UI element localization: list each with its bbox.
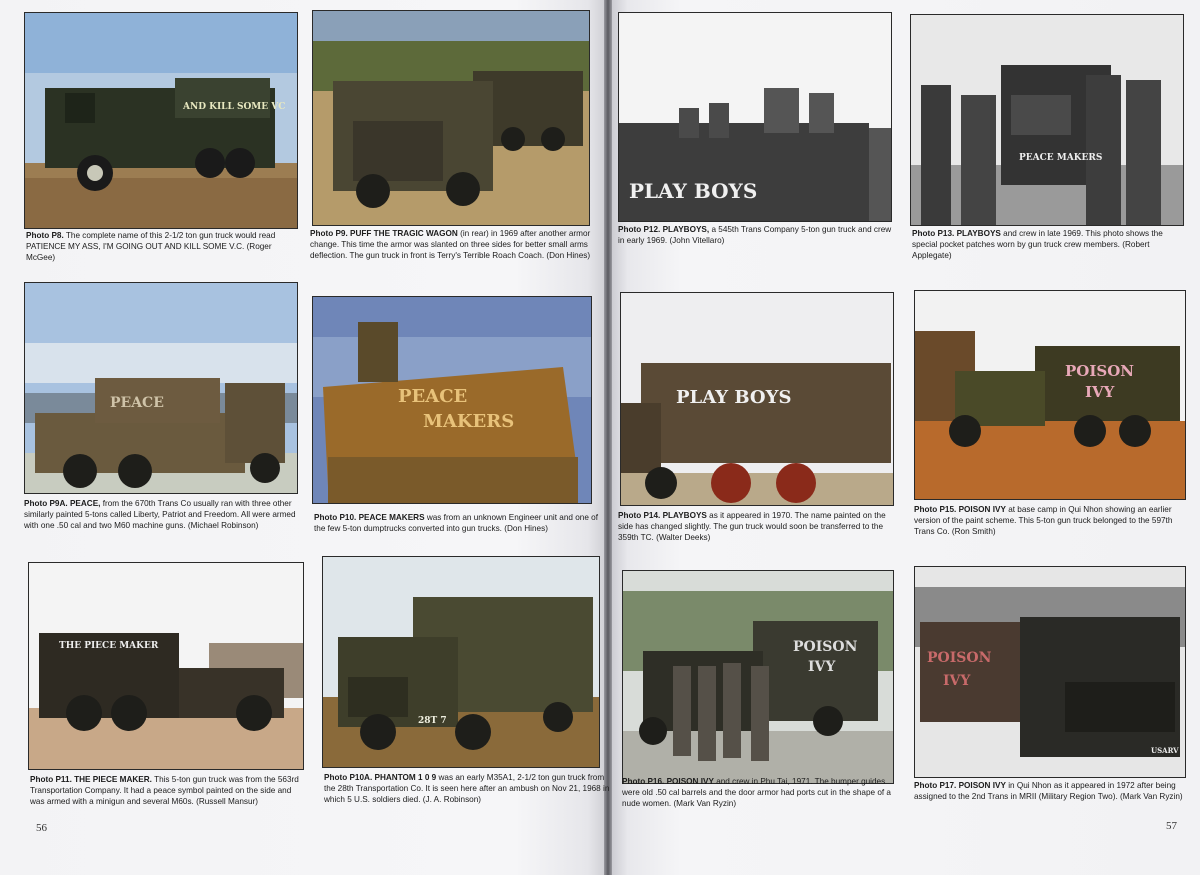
page-number-right: 57: [1166, 820, 1177, 832]
caption-p13-text: and crew in late 1969. This photo shows the special pocket patches worn by gun truck crew members.: [912, 229, 1163, 249]
p10-sign-line1: PEACE: [398, 386, 468, 407]
photo-p10: [312, 296, 592, 504]
caption-p17-credit: (Mark Van Ryzin): [1120, 792, 1183, 801]
p10a-plate-text: 28T 7: [418, 716, 447, 726]
caption-p10: [314, 512, 600, 534]
caption-p11: [30, 774, 306, 807]
photo-p13: [910, 14, 1184, 226]
p13-sign-text: PEACE MAKERS: [1019, 153, 1103, 163]
p16-sign-line2: IVY: [808, 659, 836, 675]
caption-p10a-credit: (J. A. Robinson): [422, 795, 482, 804]
caption-p9-lead: Photo P9. PUFF THE TRAGIC WAGON: [310, 229, 458, 238]
caption-p14-text: as it appeared in 1970. The name painted on the side has changed slightly. The gun truck would soon be transferred to the 359th TC.: [618, 511, 886, 542]
caption-p16-credit: (Mark Van Ryzin): [673, 799, 737, 808]
caption-p9a-lead: Photo P9A. PEACE,: [24, 499, 101, 508]
caption-p12-text: a 545th Trans Company 5-ton gun truck and crew in early 1969.: [618, 225, 892, 245]
p14-sign-text: PLAY BOYS: [676, 387, 792, 408]
caption-p8-credit: (Roger McGee): [26, 242, 272, 262]
caption-p14-lead: Photo P14. PLAYBOYS: [618, 511, 707, 520]
caption-p17: [914, 780, 1190, 802]
photo-p11: [28, 562, 304, 770]
caption-p16-text: and crew in Phu Tai, 1971. The bumper guides were old .50 cal barrels and the door armor had ports cut in the shape of a nude women.: [622, 777, 891, 808]
caption-p8-text: The complete name of this 2-1/2 ton gun truck would read PATIENCE MY ASS, I'M GOING OUT AND KILL SOME V.C.: [26, 231, 276, 251]
caption-p11-text: This 5-ton gun truck was from the 563rd Transportation Company. It had a peace symbol painted on the side and was armed with a minigun and several M60s.: [30, 775, 299, 806]
p17-bumper-text: USARV: [1151, 746, 1179, 755]
caption-p13-credit: (Robert Applegate): [912, 240, 1150, 260]
photo-p15: [914, 290, 1186, 500]
caption-p14-credit: (Walter Deeks): [656, 533, 711, 542]
caption-p9: [310, 228, 596, 261]
caption-p10-text: was from an unknown Engineer unit and one of the few 5-ton dumptrucks converted into gun trucks.: [314, 513, 598, 533]
p15-sign-line2: IVY: [1085, 383, 1115, 401]
caption-p15-lead: Photo P15. POISON IVY: [914, 505, 1006, 514]
book-gutter: [604, 0, 612, 875]
caption-p8-lead: Photo P8.: [26, 231, 64, 240]
caption-p15: [914, 504, 1190, 537]
photo-p9: [312, 10, 590, 226]
caption-p11-lead: Photo P11. THE PIECE MAKER.: [30, 775, 152, 784]
p17-sign-line2: IVY: [943, 673, 971, 689]
caption-p10a-lead: Photo P10A. PHANTOM 1 0 9: [324, 773, 437, 782]
caption-p13: [912, 228, 1188, 261]
p9a-sign-text: PEACE: [110, 395, 164, 411]
photo-p17: [914, 566, 1186, 778]
caption-p13-lead: Photo P13. PLAYBOYS: [912, 229, 1001, 238]
p10-sign-line2: MAKERS: [423, 411, 515, 432]
caption-p12: [618, 224, 896, 246]
photo-p10a: [322, 556, 600, 768]
caption-p11-credit: (Russell Mansur): [196, 797, 258, 806]
caption-p9-credit: (Don Hines): [546, 251, 591, 260]
caption-p10-lead: Photo P10. PEACE MAKERS: [314, 513, 425, 522]
p8-sign-text: AND KILL SOME VC: [183, 102, 286, 112]
caption-p9-text: (in rear) in 1969 after another armor change. This time the armor was slanted on three sides for better small arms deflection. The gun truck in front is Terry's Terrible Roach Coach.: [310, 229, 591, 260]
p17-sign-line1: POISON: [927, 650, 992, 666]
caption-p9a-text: from the 670th Trans Co usually ran with three other similarly painted 5-tons called Liberty, Patriot and Freedom. All were armed with one .50 cal and two M60 machine guns.: [24, 499, 296, 530]
caption-p14: [618, 510, 898, 543]
caption-p15-text: at base camp in Qui Nhon showing an earlier version of the paint scheme. This 5-ton gun truck belonged to the 597th Trans Co.: [914, 505, 1173, 536]
p12-sign-text: PLAY BOYS: [629, 179, 758, 203]
caption-p16-lead: Photo P16. POISON IVY: [622, 777, 714, 786]
caption-p10a-text: was an early M35A1, 2-1/2 ton gun truck from the 28th Transportation Co. It is seen here after an ambush on Nov 21, 1968 in which 5 U.S. soldiers died.: [324, 773, 610, 804]
caption-p10-credit: (Don Hines): [504, 524, 548, 533]
caption-p9a: [24, 498, 300, 531]
photo-p9a: [24, 282, 298, 494]
p11-sign-text: THE PIECE MAKER: [59, 641, 159, 651]
caption-p17-text: in Qui Nhon as it appeared in 1972 after being assigned to the 2nd Trans in MRII (Military Region Two).: [914, 781, 1176, 801]
p15-sign-line1: POISON: [1065, 362, 1134, 380]
caption-p8: [26, 230, 298, 263]
caption-p10a: [324, 772, 610, 805]
caption-p17-lead: Photo P17. POISON IVY: [914, 781, 1006, 790]
photo-p12: [618, 12, 892, 222]
caption-p16: [622, 776, 898, 809]
caption-p12-credit: (John Vitellaro): [669, 236, 725, 245]
photo-p16: [622, 570, 894, 784]
p16-sign-line1: POISON: [793, 639, 858, 655]
caption-p9a-credit: (Michael Robinson): [187, 521, 259, 530]
photo-p8: [24, 12, 298, 229]
page-number-left: 56: [36, 822, 47, 834]
caption-p12-lead: Photo P12. PLAYBOYS,: [618, 225, 710, 234]
caption-p15-credit: (Ron Smith): [951, 527, 996, 536]
photo-p14: [620, 292, 894, 506]
